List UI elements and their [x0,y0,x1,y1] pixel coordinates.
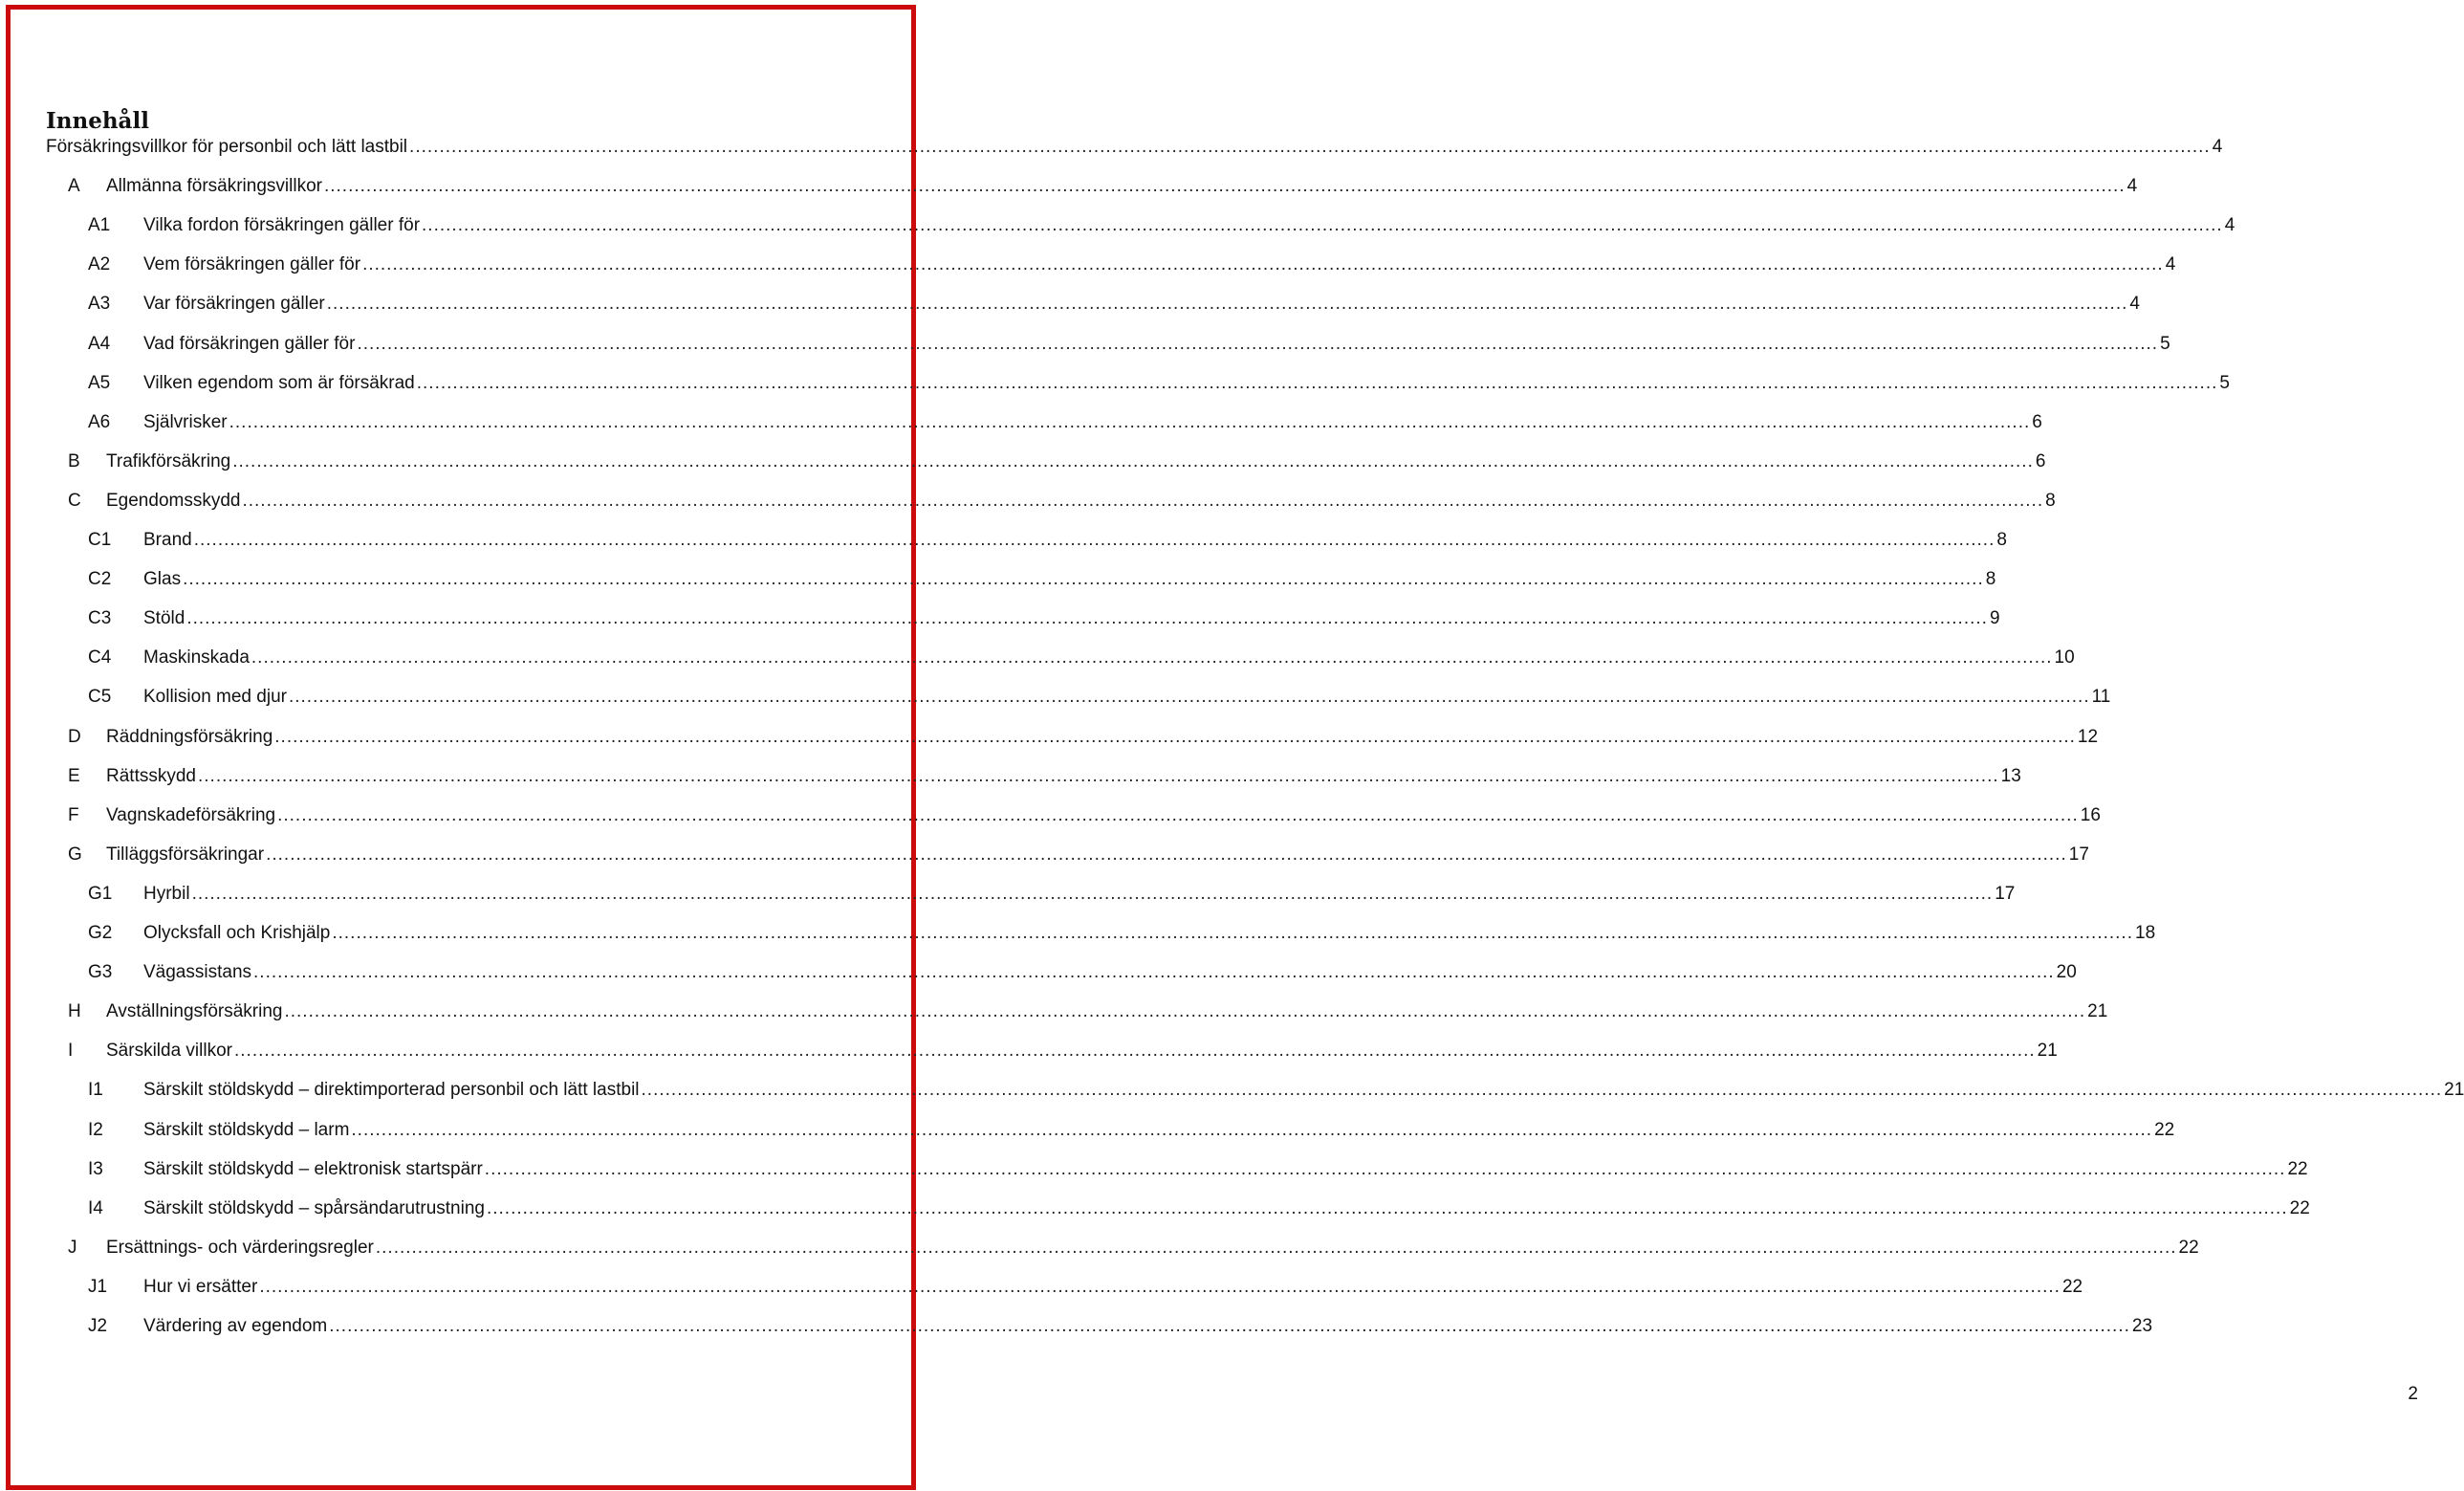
dot-leader: ............................................................................................................................................................................................................................................................................................................ [641,1080,2443,1101]
toc-entry[interactable] [46,1235,2199,1261]
toc-entry-number: C4 [88,647,112,669]
toc-entry-page: 5 [2219,372,2230,393]
toc-entry[interactable] [46,802,2101,829]
toc-entry-page: 21 [2037,1041,2058,1062]
toc-entry[interactable] [46,291,2140,318]
toc-entry-number: I [68,1041,74,1062]
toc-entry-page: 5 [2160,333,2170,354]
toc-entry[interactable] [46,1038,2058,1064]
toc-entry-page: 10 [2054,647,2075,669]
dot-leader: ............................................................................................................................................................................................................................................................................................................ [288,687,2090,708]
toc-entry-number: A4 [88,333,111,354]
toc-entry[interactable] [46,566,1996,593]
toc-entry-number: J [68,1237,77,1258]
toc-entry[interactable] [46,684,2111,711]
toc-entry-number: E [68,765,80,786]
toc-entry-page: 4 [2212,137,2223,157]
dot-leader: ............................................................................................................................................................................................................................................................................................................ [486,1197,2288,1218]
toc-entry-page: 17 [1995,883,2016,904]
toc-entry-page: 22 [2154,1119,2175,1140]
toc-entry-label: Olycksfall och Krishjälp [143,923,331,943]
toc-entry-page: 8 [2045,490,2056,511]
toc-entry-label: Räddningsförsäkring [106,726,273,747]
toc-entry-number: C1 [88,530,112,550]
toc-entry-page: 6 [2035,450,2046,471]
toc-entry-number: G [68,844,82,865]
toc-entry-page: 9 [1989,608,2000,629]
toc-entry-number: A2 [88,254,111,275]
toc-entry-label: Vägassistans [143,962,252,983]
toc-entry[interactable] [46,724,2099,751]
toc-entry[interactable] [46,1313,2153,1340]
dot-leader: ............................................................................................................................................................................................................................................................................................................ [332,923,2133,943]
toc-entry-number: A6 [88,411,111,432]
toc-entry-page: 8 [1996,530,2007,550]
toc-entry-number: A3 [88,294,111,315]
toc-entry[interactable] [46,173,2138,200]
toc-entry-label: Var försäkringen gäller [143,294,325,315]
dot-leader: ............................................................................................................................................................................................................................................................................................................ [362,254,2164,275]
toc-entry[interactable] [46,1156,2308,1183]
toc-entry-label: Brand [143,530,192,550]
toc-entry[interactable] [46,605,2000,632]
toc-entry-number: A [68,176,80,197]
toc-entry-label: Maskinskada [143,647,250,669]
toc-entry[interactable] [46,331,2170,358]
toc-entry-label: Kollision med djur [143,687,287,708]
toc-entry-number: H [68,1001,81,1022]
toc-entry-number: I1 [88,1080,103,1101]
toc-entry[interactable] [46,763,2021,790]
toc-entry-label: Särskilt stöldskydd – spårsändarutrustning [143,1197,485,1218]
toc-entry[interactable] [46,1117,2175,1144]
toc-entry[interactable] [46,920,2156,947]
toc-entry-label: Stöld [143,608,185,629]
toc-entry-label: Vilken egendom som är försäkrad [143,372,415,393]
toc-entry[interactable] [46,881,2016,908]
dot-leader: ............................................................................................................................................................................................................................................................................................................ [375,1237,2177,1258]
toc-entry-page: 22 [2061,1276,2083,1297]
dot-leader: ............................................................................................................................................................................................................................................................................................................ [357,333,2159,354]
toc-entry-number: C [68,490,81,511]
dot-leader: ............................................................................................................................................................................................................................................................................................................ [259,1276,2061,1297]
dot-leader: ............................................................................................................................................................................................................................................................................................................ [277,804,2079,825]
dot-leader: ............................................................................................................................................................................................................................................................................................................ [351,1119,2153,1140]
dot-leader: ............................................................................................................................................................................................................................................................................................................ [266,844,2067,865]
toc-entry-label: Värdering av egendom [143,1316,328,1336]
toc-entry-number: G3 [88,962,113,983]
toc-entry-number: A5 [88,372,111,393]
dot-leader: ............................................................................................................................................................................................................................................................................................................ [229,411,2031,432]
toc-entry-page: 6 [2032,411,2042,432]
dot-leader: ............................................................................................................................................................................................................................................................................................................ [232,450,2034,471]
toc-entry[interactable] [46,449,2046,475]
toc-entry-page: 17 [2068,844,2089,865]
toc-heading: Innehåll [46,108,149,134]
toc-entry-page: 13 [2000,765,2021,786]
toc-entry-number: B [68,450,80,471]
toc-entry-page: 4 [2126,176,2138,197]
toc-entry-label: Avställningsförsäkring [106,1001,283,1022]
toc-entry-page: 22 [2287,1158,2308,1179]
toc-entry-label: Vem försäkringen gäller för [143,254,361,275]
toc-entry-number: I4 [88,1197,103,1218]
toc-entry-number: A1 [88,215,111,236]
toc-entry-page: 16 [2080,804,2101,825]
toc-entry-label: Särskilt stöldskydd – larm [143,1119,350,1140]
toc-entry-page: 12 [2077,726,2099,747]
toc-entry-label: Vagnskadeförsäkring [106,804,276,825]
toc-entry-page: 20 [2056,962,2077,983]
dot-leader: ............................................................................................................................................................................................................................................................................................................ [274,726,2076,747]
toc-entry-label: Glas [143,569,182,590]
dot-leader: ............................................................................................................................................................................................................................................................................................................ [183,569,1984,590]
dot-leader: ............................................................................................................................................................................................................................................................................................................ [409,137,2211,157]
toc-entry-label: Rättsskydd [106,765,196,786]
dot-leader: ............................................................................................................................................................................................................................................................................................................ [284,1001,2086,1022]
toc-entry-page: 4 [2224,215,2235,236]
toc-entry[interactable] [46,959,2077,986]
dot-leader: ............................................................................................................................................................................................................................................................................................................ [326,294,2128,315]
toc-entry-label: Tilläggsförsäkringar [106,844,265,865]
toc-entry-label: Försäkringsvillkor för personbil och lätt lastbil [46,137,408,157]
dot-leader: ............................................................................................................................................................................................................................................................................................................ [191,883,1994,904]
toc-entry-number: D [68,726,81,747]
toc-entry-label: Hur vi ersätter [143,1276,258,1297]
toc-entry-page: 22 [2178,1237,2199,1258]
toc-entry-page: 23 [2131,1316,2153,1336]
toc-entry[interactable] [46,134,2223,161]
page-number: 2 [2408,1384,2418,1404]
toc-entry[interactable] [46,527,2007,554]
toc-entry-label: Hyrbil [143,883,190,904]
toc-entry[interactable] [46,488,2056,515]
toc-entry[interactable] [46,409,2042,436]
toc-entry-label: Allmänna försäkringsvillkor [106,176,322,197]
toc-entry-number: J1 [88,1276,108,1297]
toc-entry-label: Ersättnings- och värderingsregler [106,1237,374,1258]
dot-leader: ............................................................................................................................................................................................................................................................................................................ [251,647,2053,669]
toc-entry[interactable] [46,212,2235,239]
dot-leader: ............................................................................................................................................................................................................................................................................................................ [186,608,1988,629]
toc-entry-label: Vilka fordon försäkringen gäller för [143,215,421,236]
toc-entry[interactable] [46,370,2230,397]
toc-entry-number: G1 [88,883,113,904]
toc-entry-page: 4 [2165,254,2176,275]
dot-leader: ............................................................................................................................................................................................................................................................................................................ [233,1041,2036,1062]
toc-entry-label: Särskilt stöldskydd – direktimporterad personbil och lätt lastbil [143,1080,640,1101]
dot-leader: ............................................................................................................................................................................................................................................................................................................ [253,962,2055,983]
toc-entry-page: 11 [2091,687,2111,708]
dot-leader: ............................................................................................................................................................................................................................................................................................................ [484,1158,2286,1179]
toc-entry-number: G2 [88,923,113,943]
dot-leader: ............................................................................................................................................................................................................................................................................................................ [193,530,1995,550]
toc-entry-label: Egendomsskydd [106,490,241,511]
toc-entry-label: Vad försäkringen gäller för [143,333,356,354]
toc-entry-page: 21 [2444,1080,2464,1101]
toc-entry-number: F [68,804,79,825]
dot-leader: ............................................................................................................................................................................................................................................................................................................ [323,176,2126,197]
toc-entry-page: 21 [2087,1001,2108,1022]
toc-entry-label: Trafikförsäkring [106,450,231,471]
dot-leader: ............................................................................................................................................................................................................................................................................................................ [197,765,1999,786]
dot-leader: ............................................................................................................................................................................................................................................................................................................ [242,490,2044,511]
toc-entry[interactable] [46,1195,2310,1222]
toc-entry[interactable] [46,252,2176,278]
toc-entry-label: Särskilt stöldskydd – elektronisk startspärr [143,1158,483,1179]
dot-leader: ............................................................................................................................................................................................................................................................................................................ [416,372,2218,393]
toc-entry-label: Självrisker [143,411,228,432]
toc-entry-label: Särskilda villkor [106,1041,232,1062]
toc-entry[interactable] [46,645,2075,671]
toc-entry[interactable] [46,998,2108,1025]
toc-entry-number: C2 [88,569,112,590]
toc-entry-number: I2 [88,1119,103,1140]
toc-entry-number: C5 [88,687,112,708]
toc-entry[interactable] [46,1274,2083,1301]
toc-entry-page: 18 [2135,923,2156,943]
toc-entry-page: 8 [1985,569,1996,590]
toc-entry[interactable] [46,1077,2464,1104]
dot-leader: ............................................................................................................................................................................................................................................................................................................ [329,1316,2130,1336]
toc-entry-number: C3 [88,608,112,629]
dot-leader: ............................................................................................................................................................................................................................................................................................................ [422,215,2223,236]
toc-entry-number: J2 [88,1316,108,1336]
toc-entry-number: I3 [88,1158,103,1179]
toc-entry[interactable] [46,842,2089,868]
toc-entry-page: 22 [2289,1197,2310,1218]
toc-entry-page: 4 [2129,294,2140,315]
